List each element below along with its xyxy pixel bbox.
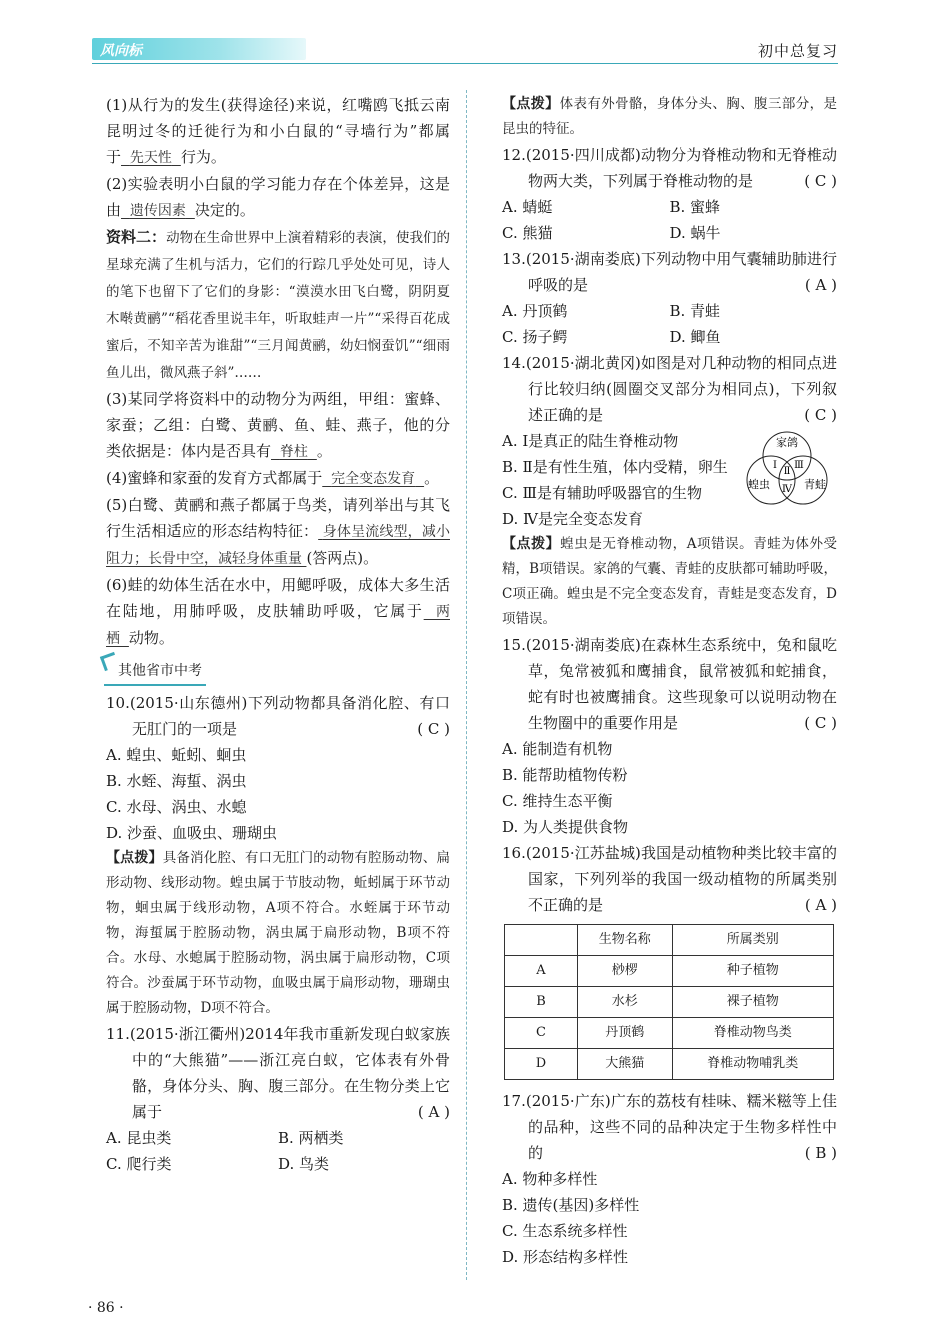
venn-diagram <box>737 428 837 510</box>
option: B. 两栖类 <box>278 1129 344 1147</box>
venn-label-left: 蝗虫 <box>748 478 770 491</box>
table-row: B 水杉 裸子植物 <box>505 987 834 1018</box>
option: A. 蜻蜓 <box>502 198 553 216</box>
question-4: (4)蜜蜂和家蚕的发育方式都属于 完全变态发育 。 <box>106 469 440 487</box>
venn-region: Ⅰ <box>773 460 777 471</box>
venn-label-top: 家鸽 <box>776 436 798 449</box>
option: A. 能制造有机物 <box>502 740 613 758</box>
question-3: (3)某同学将资料中的动物分为两组，甲组：蜜蜂、家蚕；乙组：白鹭、黄鹂、鱼、蛙、燕子，他的分类依据是：体内是否具有 脊柱 。 <box>106 390 450 460</box>
option: B. 遗传(基因)多样性 <box>502 1196 640 1214</box>
option: A. 丹顶鹤 <box>502 302 568 320</box>
answer-blank: 完全变态发育 <box>331 471 416 487</box>
brand-banner <box>92 38 306 60</box>
left-column <box>106 92 450 1177</box>
option-row <box>502 298 837 324</box>
hint-11: 【点拨】体表有外骨骼，身体分头、胸、腹三部分，是昆虫的特征。 <box>502 96 838 137</box>
question-10: 10.(2015·山东德州)下列动物都具备消化腔、有口无肛门的一项是 ( C ) <box>106 690 450 742</box>
brand-logo-text: 风向标 <box>100 43 142 59</box>
option: C. 熊猫 <box>502 224 553 242</box>
option: B. 能帮助植物传粉 <box>502 766 628 784</box>
option: A. 昆虫类 <box>106 1129 172 1147</box>
table-row: C 丹顶鹤 脊椎动物鸟类 <box>505 1018 834 1049</box>
section-heading: 其他省市中考 <box>104 658 206 686</box>
answer-mark: ( C ) <box>417 720 450 738</box>
answer-mark: ( B ) <box>804 1144 837 1162</box>
option: D. Ⅳ是完全变态发育 <box>502 510 644 528</box>
question-2: (2)实验表明小白鼠的学习能力存在个体差异，这是由 遗传因素 决定的。 <box>106 175 450 219</box>
option: B. 蜜蜂 <box>669 198 721 216</box>
answer-mark: ( C ) <box>804 406 837 424</box>
question-6: (6)蛙的幼体生活在水中，用鳃呼吸，成体大多生活在陆地，用肺呼吸，皮肤辅助呼吸，它属于 两栖 动物。 <box>106 576 450 647</box>
question-14-body <box>502 428 837 532</box>
option: D. 蜗牛 <box>669 224 721 242</box>
question-16: 16.(2015·江苏盐城)我国是动植物种类比较丰富的国家，下列列举的我国一级动植物的所属类别不正确的是 ( A ) <box>502 840 837 918</box>
answer-mark: ( A ) <box>804 896 837 914</box>
option: A. 蝗虫、蚯蚓、蛔虫 <box>106 746 247 764</box>
right-column <box>502 92 837 1270</box>
table-row: A 桫椤 种子植物 <box>505 956 834 987</box>
question-15: 15.(2015·湖南娄底)在森林生态系统中，兔和鼠吃草，兔常被狐和鹰捕食，鼠常被狐和蛇捕食，蛇有时也被鹰捕食。这些现象可以说明动物在生物圈中的重要作用是 ( C ) <box>502 632 837 736</box>
option: B. Ⅱ是有性生殖，体内受精，卵生 <box>502 458 728 476</box>
option: C. Ⅲ是有辅助呼吸器官的生物 <box>502 484 702 502</box>
column-divider <box>466 90 467 1280</box>
option: C. 生态系统多样性 <box>502 1222 628 1240</box>
hint-10: 【点拨】具备消化腔、有口无肛门的动物有腔肠动物、扁形动物、线形动物。蝗虫属于节肢动物，蚯蚓属于环节动物，蛔虫属于线形动物，A项不符合。水蛭属于环节动物，海蜇属于腔肠动物，涡虫属于扁形动物，B项不符合。水母、水螅属于腔肠动物，涡虫属于扁形动物，C项符合。沙蚕属于环节动物，血吸虫属于扁形动物，珊瑚虫属于腔肠动物，D项不符合。 <box>106 850 450 1016</box>
option: D. 为人类提供食物 <box>502 818 629 836</box>
option: D. 沙蚕、血吸虫、珊瑚虫 <box>106 824 278 842</box>
answer-blank: 两栖 <box>106 604 450 647</box>
question-17: 17.(2015·广东)广东的荔枝有桂味、糯米糍等上佳的品种，这些不同的品种决定于生物多样性中的 ( B ) <box>502 1088 837 1166</box>
option: C. 水母、涡虫、水螅 <box>106 798 247 816</box>
table-row: D 大熊猫 脊椎动物哺乳类 <box>505 1049 834 1080</box>
answer-mark: ( C ) <box>804 714 837 732</box>
answer-mark: ( A ) <box>804 276 837 294</box>
option: C. 维持生态平衡 <box>502 792 613 810</box>
header-rule <box>92 63 838 64</box>
option: D. 鸟类 <box>278 1155 330 1173</box>
venn-region: Ⅳ <box>782 484 792 495</box>
question-5: (5)白鹭、黄鹂和燕子都属于鸟类，请列举出与其飞行生活相适应的形态结构特征： 身体呈流线型，减小阻力；长骨中空，减轻身体重量 (答两点)。 <box>106 496 450 567</box>
option: A. Ⅰ是真正的陆生脊椎动物 <box>502 432 679 450</box>
answer-mark: ( C ) <box>804 172 837 190</box>
venn-region: Ⅲ <box>794 460 804 471</box>
option: A. 物种多样性 <box>502 1170 598 1188</box>
table-header-row: 生物名称 所属类别 <box>505 925 834 956</box>
question-13: 13.(2015·湖南娄底)下列动物中用气囊辅助肺进行呼吸的是 ( A ) <box>502 246 837 298</box>
answer-blank: 先天性 <box>129 150 172 166</box>
book-title: 初中总复习 <box>757 42 838 60</box>
question-11: 11.(2015·浙江衢州)2014年我市重新发现白蚁家族中的“大熊猫”——浙江亮白蚁，它体表有外骨骼，身体分头、胸、腹三部分。在生物分类上它属于 ( A ) <box>106 1021 450 1125</box>
material-2: 资料二：动物在生命世界中上演着精彩的表演，使我们的星球充满了生机与活力，它们的行踪几乎处处可见，诗人的笔下也留下了它们的身影：“漠漠水田飞白鹭，阴阴夏木啭黄鹂”“稻花香里说丰年，听取蛙声一片”“采得百花成蜜后，不知辛苦为谁甜”“三月闻黄鹂，幼妇悯蚕饥”“细雨鱼儿出，微风燕子斜”…… <box>106 228 450 381</box>
page-number: · 86 · <box>88 1300 124 1316</box>
question-12: 12.(2015·四川成都)动物分为脊椎动物和无脊椎动物两大类，下列属于脊椎动物的是 ( C ) <box>502 142 837 194</box>
venn-label-right: 青蛙 <box>804 478 826 491</box>
answer-blank: 脊柱 <box>279 444 308 460</box>
answer-mark: ( A ) <box>417 1103 450 1121</box>
option: D. 形态结构多样性 <box>502 1248 629 1266</box>
question-14: 14.(2015·湖北黄冈)如图是对几种动物的相同点进行比较归纳(圆圈交叉部分为相同点)，下列叙述正确的是 ( C ) <box>502 350 837 428</box>
option-row <box>502 324 837 350</box>
answer-blank: 遗传因素 <box>129 203 186 219</box>
question-1: (1)从行为的发生(获得途径)来说，红嘴鸥飞抵云南昆明过冬的迁徙行为和小白鼠的“寻墙行为”都属于 先天性 行为。 <box>106 96 450 166</box>
hint-14: 【点拨】蝗虫是无脊椎动物，A项错误。青蛙为体外受精，B项错误。家鸽的气囊、青蛙的皮肤都可辅助呼吸，C项正确。蝗虫是不完全变态发育，青蛙是变态发育，D项错误。 <box>502 536 838 627</box>
option-row <box>106 1125 450 1151</box>
option: B. 青蛙 <box>669 302 721 320</box>
option: D. 鲫鱼 <box>669 328 721 346</box>
answer-blank: 身体呈流线型，减小阻力；长骨中空，减轻身体重量 <box>106 524 450 567</box>
option: B. 水蛭、海蜇、涡虫 <box>106 772 247 790</box>
venn-region: Ⅱ <box>783 466 791 477</box>
option-row <box>502 194 837 220</box>
option: C. 扬子鳄 <box>502 328 568 346</box>
option-row <box>502 220 837 246</box>
option-row <box>106 1151 450 1177</box>
option: C. 爬行类 <box>106 1155 172 1173</box>
species-table <box>504 924 834 1080</box>
